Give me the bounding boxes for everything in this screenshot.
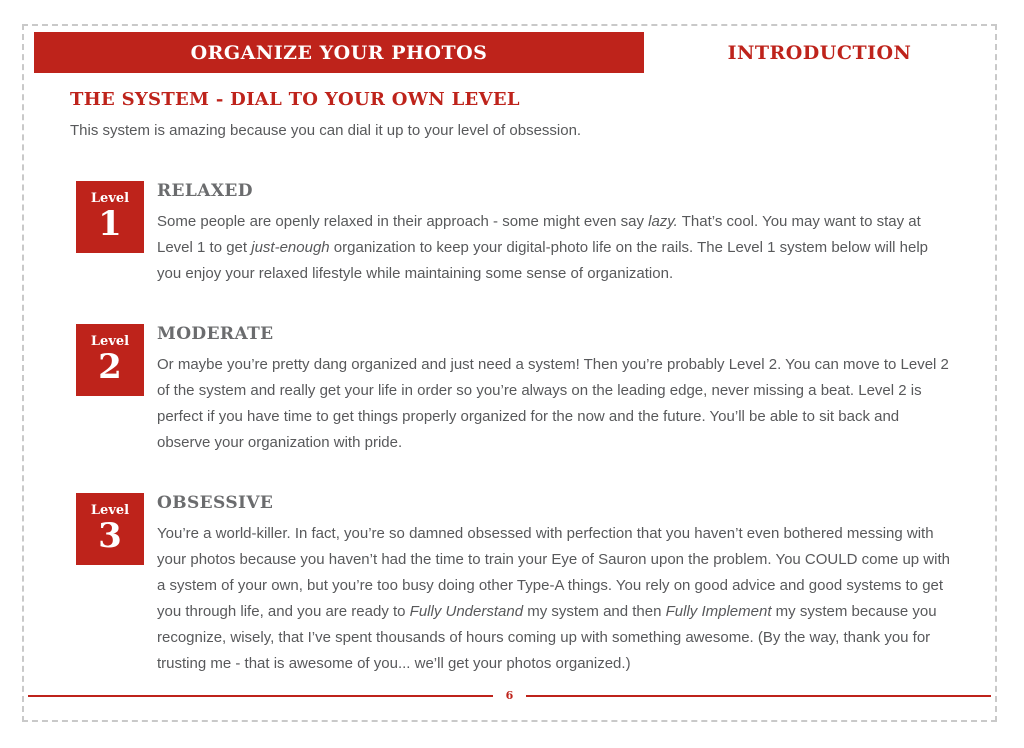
level-3-paragraph: You’re a world-killer. In fact, you’re so damned obsessed with perfection that you haven’t even bothered messing with your photos because you haven’t had the time to train your Eye of Sauron upon the problem. You COULD come up with a system of your own, but you’re too busy doing other Type-A things. You rely on good advice and good systems to get you through life, and you are ready to Fully Understand my system and then Fully Implement my system because you recognize, wisely, that I’ve spent thousands of hours coming up with something awesome. (By the way, thank you for trusting me - that is awesome of you... we’ll get your photos organized.) — [157, 525, 950, 672]
section-label: INTRODUCTION — [727, 41, 912, 64]
level-section-obsessive — [70, 493, 951, 677]
level-1-body — [157, 181, 951, 287]
level-1-paragraph: Some people are openly relaxed in their approach - some might even say lazy. That’s cool. You may want to stay at Level 1 to get just-enough organization to keep your digital-photo life on the rails. The Level 1 system below will help you enjoy your relaxed lifestyle while maintaining some sense of organization. — [157, 213, 929, 282]
page-footer — [28, 689, 991, 702]
badge-label: Level — [90, 503, 130, 518]
page-content — [24, 73, 995, 677]
level-section-moderate — [70, 324, 951, 456]
chapter-banner — [34, 32, 644, 73]
level-section-relaxed — [70, 181, 951, 287]
footer-rule-left — [28, 695, 493, 697]
level-1-badge — [76, 181, 144, 253]
page-header — [24, 32, 995, 73]
section-label-container — [644, 32, 995, 73]
level-3-badge — [76, 493, 144, 565]
level-3-heading: OBSESSIVE — [157, 493, 274, 513]
badge-number: 2 — [98, 347, 122, 387]
page-heading: THE SYSTEM - DIAL TO YOUR OWN LEVEL — [70, 89, 520, 110]
level-3-body — [157, 493, 951, 677]
badge-label: Level — [90, 191, 130, 206]
level-1-heading: RELAXED — [157, 181, 253, 201]
level-2-heading: MODERATE — [157, 324, 274, 344]
badge-number: 3 — [98, 516, 122, 556]
banner-title: ORGANIZE YOUR PHOTOS — [190, 41, 488, 64]
document-page — [22, 24, 997, 722]
page-number: 6 — [505, 689, 514, 702]
footer-rule-right — [526, 695, 991, 697]
level-2-paragraph: Or maybe you’re pretty dang organized and just need a system! Then you’re probably Level 2. You can move to Level 2 of the system and really get your life in order so you’re always on the leading edge, never missing a beat. Level 2 is perfect if you have time to get things properly organized for the now and the future. You’ll be able to sit back and observe your organization with pride. — [157, 356, 949, 451]
badge-number: 1 — [98, 204, 122, 244]
intro-paragraph: This system is amazing because you can dial it up to your level of obsession. — [70, 122, 582, 139]
level-2-badge — [76, 324, 144, 396]
level-2-body — [157, 324, 951, 456]
badge-label: Level — [90, 334, 130, 349]
